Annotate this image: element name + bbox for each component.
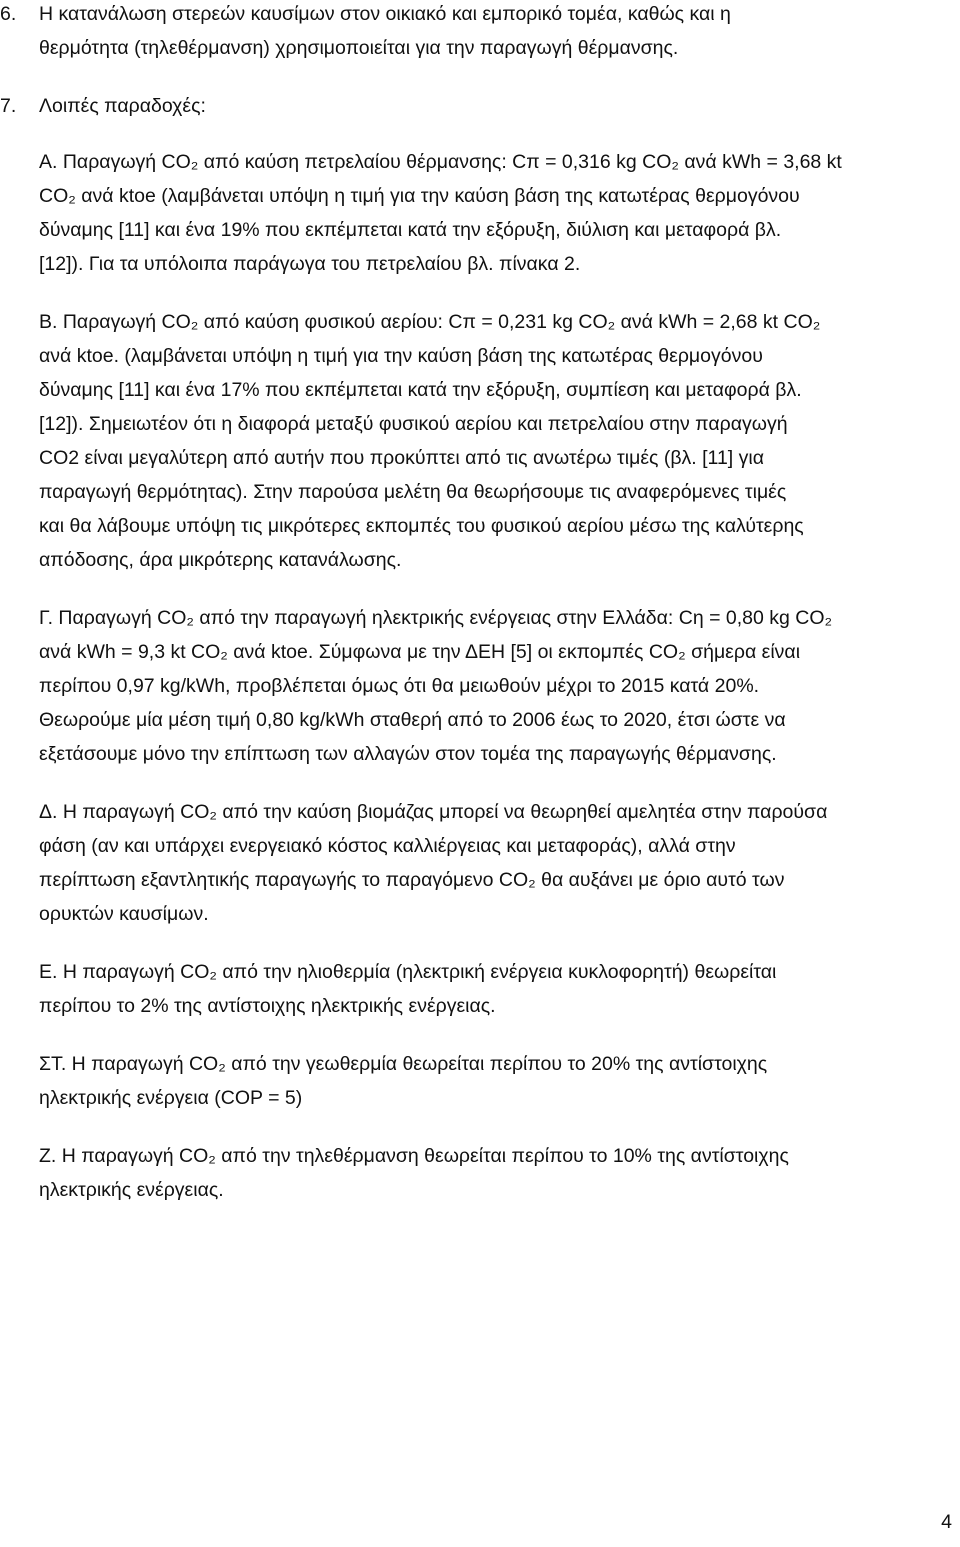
item-6-number: 6. <box>0 3 17 25</box>
para-st-line-1: ΣΤ. Η παραγωγή CO₂ από την γεωθερμία θεωρείται περίπου το 20% της αντίστοιχης <box>39 1053 768 1075</box>
para-z-line-2: ηλεκτρικής ενέργειας. <box>39 1179 224 1201</box>
para-b-line-2: ανά ktoe. (λαμβάνεται υπόψη η τιμή για την καύση βάση της κατωτέρας θερμογόνου <box>39 345 763 367</box>
para-b-line-7: και θα λάβουμε υπόψη τις μικρότερες εκπομπές του φυσικού αερίου μέσω της καλύτερης <box>39 515 804 537</box>
para-d-line-3: περίπτωση εξαντλητικής παραγωγής το παραγόμενο CO₂ θα αυξάνει με όριο αυτό των <box>39 869 785 891</box>
para-a-line-1: Α. Παραγωγή CO₂ από καύση πετρελαίου θέρμανσης: Cπ = 0,316 kg CO₂ ανά kWh = 3,68 kt <box>39 151 842 173</box>
para-e-line-2: περίπου το 2% της αντίστοιχης ηλεκτρικής ενέργειας. <box>39 995 496 1017</box>
para-e-line-1: Ε. Η παραγωγή CO₂ από την ηλιοθερμία (ηλεκτρική ενέργεια κυκλοφορητή) θεωρείται <box>39 961 777 983</box>
item-7-line-1: Λοιπές παραδοχές: <box>39 95 206 117</box>
item-6-line-2: θερμότητα (τηλεθέρμανση) χρησιμοποιείται για την παραγωγή θέρμανσης. <box>39 37 679 59</box>
para-b-line-4: [12]). Σημειωτέον ότι η διαφορά μεταξύ φυσικού αερίου και πετρελαίου στην παραγωγή <box>39 413 788 435</box>
para-c-line-2: ανά kWh = 9,3 kt CO₂ ανά ktoe. Σύμφωνα με την ΔΕΗ [5] οι εκπομπές CO₂ σήμερα είναι <box>39 641 801 663</box>
para-a-line-3: δύναμης [11] και ένα 19% που εκπέμπεται κατά την εξόρυξη, διύλιση και μεταφορά βλ. <box>39 219 782 241</box>
para-z-line-1: Ζ. Η παραγωγή CO₂ από την τηλεθέρμανση θεωρείται περίπου το 10% της αντίστοιχης <box>39 1145 789 1167</box>
para-d-line-4: ορυκτών καυσίμων. <box>39 903 209 925</box>
para-b-line-1: Β. Παραγωγή CO₂ από καύση φυσικού αερίου: Cπ = 0,231 kg CO₂ ανά kWh = 2,68 kt CO₂ <box>39 311 821 333</box>
para-st-line-2: ηλεκτρικής ενέργεια (COP = 5) <box>39 1087 303 1109</box>
item-6-line-1: Η κατανάλωση στερεών καυσίμων στον οικιακό και εμπορικό τομέα, καθώς και η <box>39 3 731 25</box>
para-c-line-3: περίπου 0,97 kg/kWh, προβλέπεται όμως ότι θα μειωθούν μέχρι το 2015 κατά 20%. <box>39 675 760 697</box>
para-a-line-4: [12]). Για τα υπόλοιπα παράγωγα του πετρελαίου βλ. πίνακα 2. <box>39 253 581 275</box>
para-c-line-4: Θεωρούμε μία μέση τιμή 0,80 kg/kWh σταθερή από το 2006 έως το 2020, έτσι ώστε να <box>39 709 786 731</box>
para-d-line-2: φάση (αν και υπάρχει ενεργειακό κόστος καλλιέργειας και μεταφοράς), αλλά στην <box>39 835 736 857</box>
para-b-line-6: παραγωγή θερμότητας). Στην παρούσα μελέτη θα θεωρήσουμε τις αναφερόμενες τιμές <box>39 481 787 503</box>
item-7-number: 7. <box>0 95 17 117</box>
para-a-line-2: CO₂ ανά ktoe (λαμβάνεται υπόψη η τιμή για την καύση βάση της κατωτέρας θερμογόνου <box>39 185 800 207</box>
para-b-line-3: δύναμης [11] και ένα 17% που εκπέμπεται κατά την εξόρυξη, συμπίεση και μεταφορά βλ. <box>39 379 802 401</box>
para-c-line-5: εξετάσουμε μόνο την επίπτωση των αλλαγών στον τομέα της παραγωγής θέρμανσης. <box>39 743 777 765</box>
page-number: 4 <box>941 1511 952 1533</box>
para-b-line-8: απόδοσης, άρα μικρότερης κατανάλωσης. <box>39 549 402 571</box>
para-b-line-5: CO2 είναι μεγαλύτερη από αυτήν που προκύπτει από τις ανωτέρω τιμές (βλ. [11] για <box>39 447 764 469</box>
para-c-line-1: Γ. Παραγωγή CO₂ από την παραγωγή ηλεκτρικής ενέργειας στην Ελλάδα: Cη = 0,80 kg CO₂ <box>39 607 833 629</box>
para-d-line-1: Δ. Η παραγωγή CO₂ από την καύση βιομάζας μπορεί να θεωρηθεί αμελητέα στην παρούσα <box>39 801 828 823</box>
